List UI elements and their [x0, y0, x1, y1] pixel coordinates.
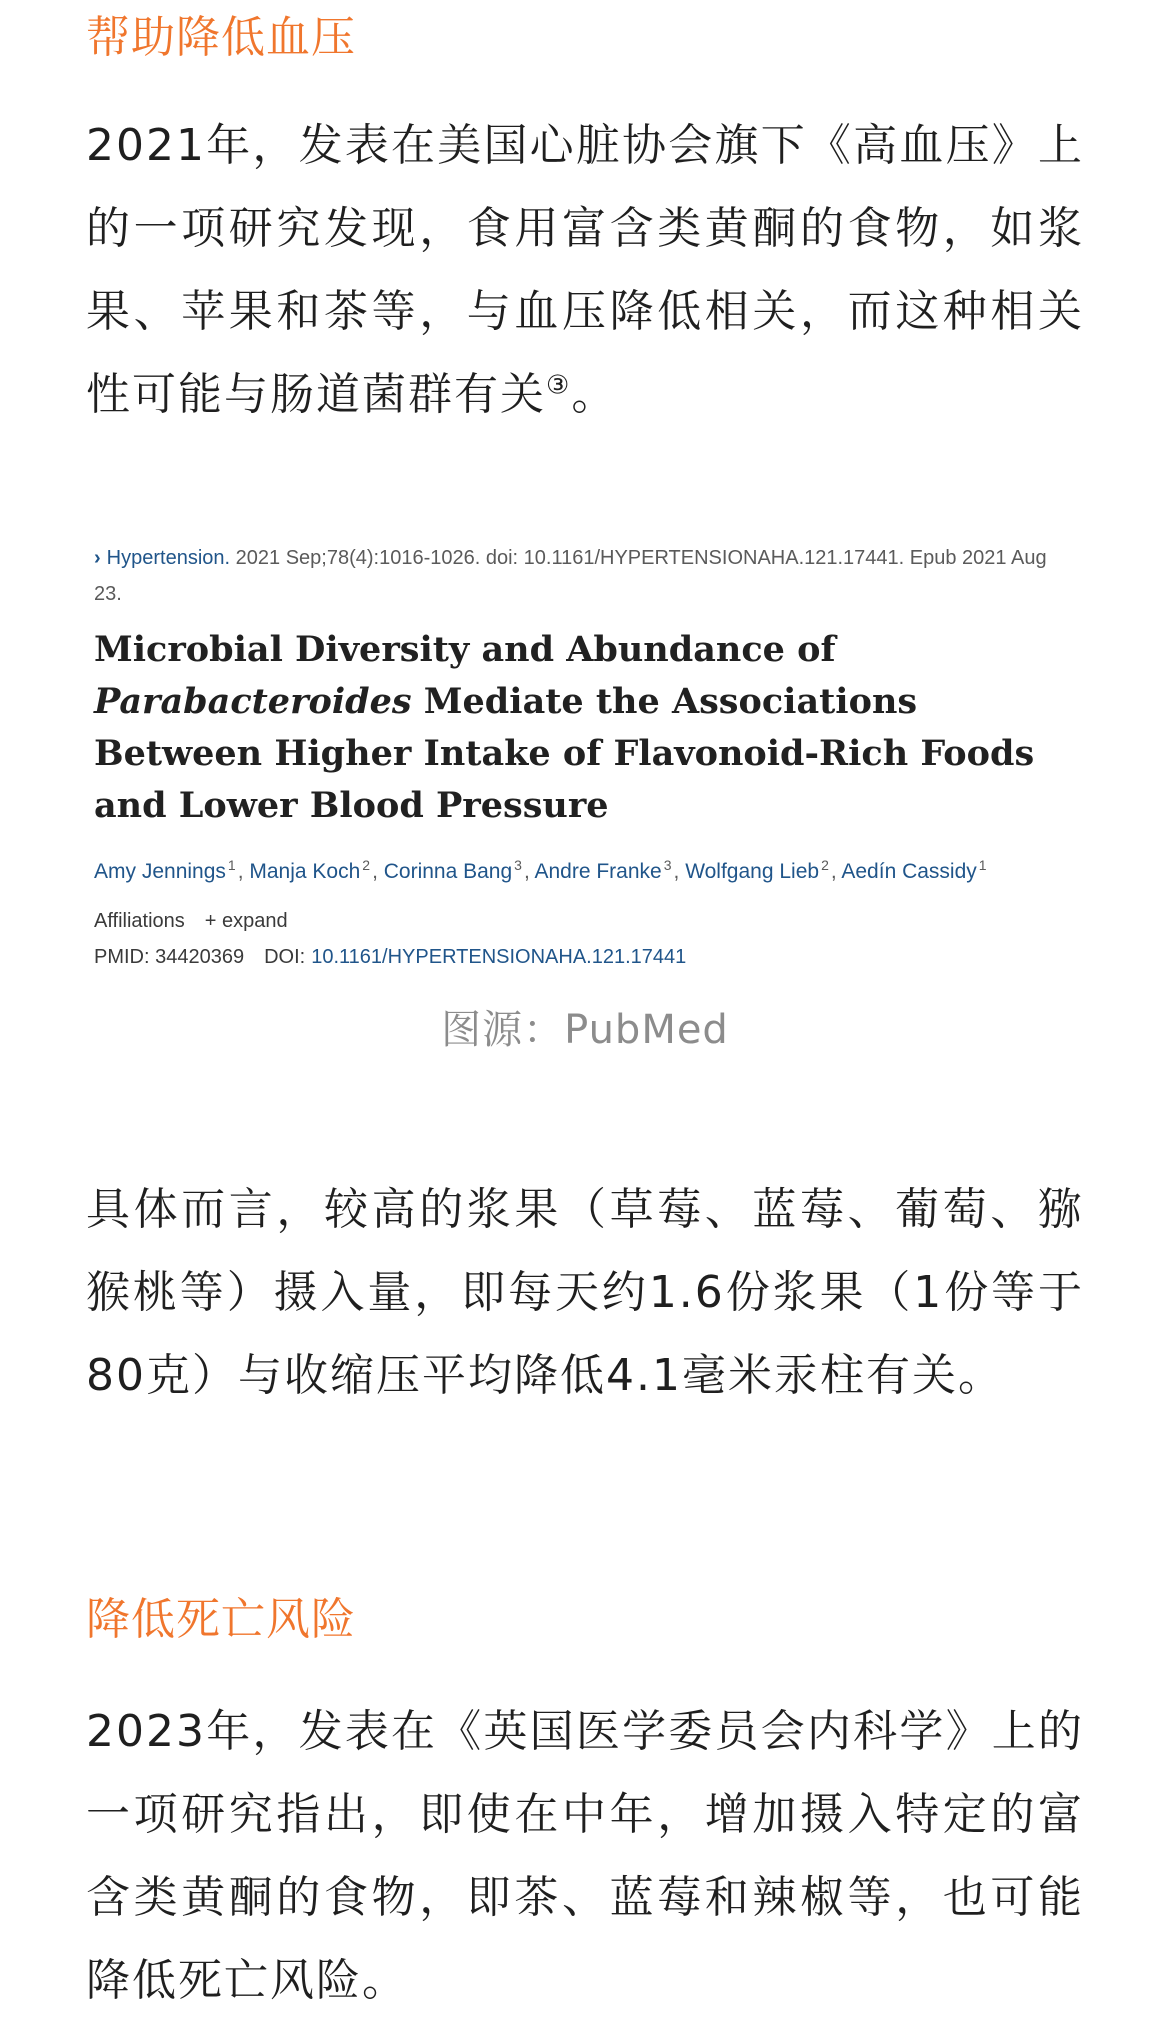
affiliation-number: 1 [227, 857, 236, 873]
author-link[interactable]: Manja Koch [249, 860, 361, 883]
author-link[interactable]: Corinna Bang [383, 860, 513, 883]
paragraph-text: 2021年，发表在美国心脏协会旗下《高血压》上的一项研究发现，食用富含类黄酮的食物，如浆果、苹果和茶等，与血压降低相关，而这种相关性可能与肠道菌群有关 [86, 120, 1084, 420]
title-italic: Parabacteroides [94, 681, 412, 722]
pubmed-screenshot-figure [86, 520, 1084, 990]
doi-link[interactable]: 10.1161/HYPERTENSIONAHA.121.17441 [311, 946, 687, 968]
reference-marker[interactable]: ③ [546, 370, 572, 401]
pmid: PMID: 34420369 [94, 946, 245, 968]
author-link[interactable]: Amy Jennings [94, 860, 226, 883]
author-link[interactable]: Aedín Cassidy [841, 860, 977, 883]
chevron-right-icon: › [94, 547, 101, 569]
section-heading-mortality: 降低死亡风险 [86, 1594, 356, 1645]
author-link[interactable]: Wolfgang Lieb [685, 860, 820, 883]
affiliation-number: 2 [362, 857, 371, 873]
citation-details: 2021 Sep;78(4):1016-1026. doi: 10.1161/HYPERTENSIONAHA.121.17441. Epub 2021 Aug 23. [94, 547, 1047, 605]
author-list: Amy Jennings $^1$, Manja Koch $^2$, Corinna Bang $^3$, Andre Franke $^3$, Wolfgang Lieb $^2$, Aedín Cassidy $^1$ [94, 857, 987, 883]
title-part2: Mediate the Associations Between Higher Intake of Flavonoid-Rich Foods and Lower Blood Pressure [94, 681, 1035, 826]
identifiers-row [94, 942, 686, 972]
doi-label: DOI: [264, 946, 306, 968]
affiliations-label: Affiliations [94, 910, 185, 932]
citation-line [94, 540, 1074, 612]
article-title [94, 624, 1074, 832]
title-part1: Microbial Diversity and Abundance of [94, 629, 836, 670]
paragraph-berries: 具体而言，较高的浆果（草莓、蓝莓、葡萄、猕猴桃等）摄入量，即每天约1.6份浆果（1份等于80克）与收缩压平均降低4.1毫米汞柱有关。 [86, 1184, 1084, 1401]
affiliation-number: 1 [978, 857, 987, 873]
paragraph-end: 。 [571, 369, 618, 420]
affiliation-number: 3 [514, 857, 522, 873]
affiliations-row [94, 906, 288, 936]
expand-button[interactable]: + expand [204, 910, 288, 932]
paragraph-mortality-study: 2023年，发表在《英国医学委员会内科学》上的一项研究指出，即使在中年，增加摄入特定的富含类黄酮的食物，即茶、蓝莓和辣椒等，也可能降低死亡风险。 [86, 1706, 1084, 2006]
author-link[interactable]: Andre Franke [534, 860, 662, 883]
affiliation-number: 3 [663, 857, 672, 873]
journal-link[interactable]: Hypertension. [106, 547, 231, 569]
section-heading-blood-pressure: 帮助降低血压 [86, 12, 356, 63]
figure-caption: 图源：PubMed [441, 1007, 729, 1053]
paragraph-hypertension-study [86, 104, 1084, 436]
affiliation-number: 2 [821, 857, 829, 873]
